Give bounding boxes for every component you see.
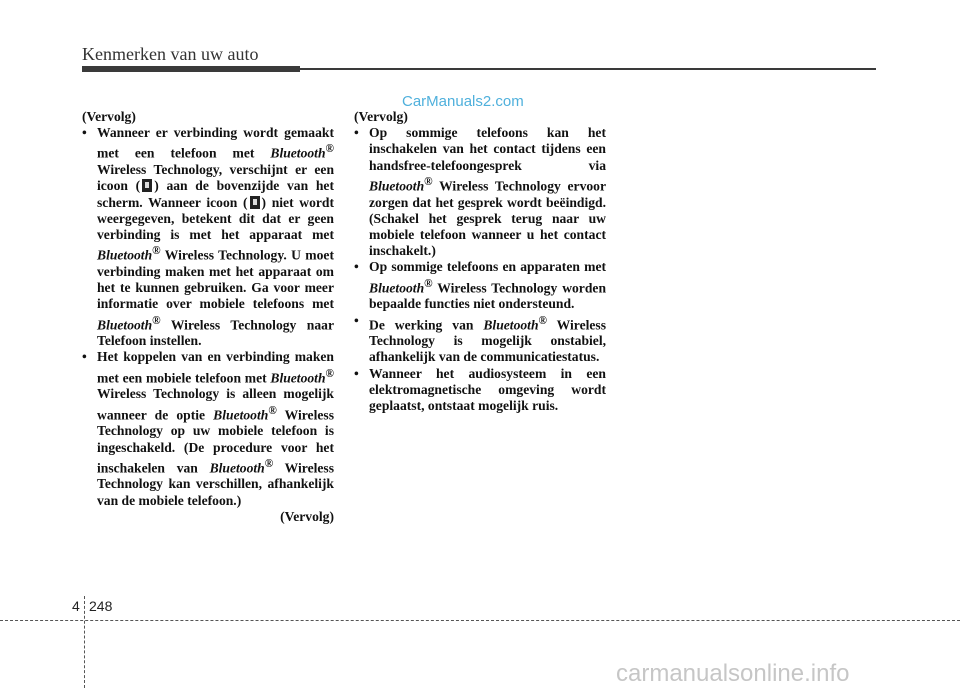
watermark-link[interactable]: CarManuals2.com	[402, 93, 524, 110]
left-column	[82, 109, 334, 525]
text: Op sommige telefoons en apparaten met	[369, 259, 606, 275]
text: Op sommige telefoons kan het inschakelen van het contact tijdens een handsfree-telefoongesprek via	[369, 125, 606, 173]
text: Wireless Technology is mogelijk onstabiel, afhankelijk van de communicatiestatus.	[369, 317, 606, 365]
chapter-title: Kenmerken van uw auto	[82, 44, 259, 64]
bluetooth-term: Bluetooth	[369, 280, 425, 296]
text: Wireless Technology naar Telefoon instellen.	[97, 317, 334, 349]
list-item	[354, 125, 606, 259]
registered-mark: ®	[424, 277, 433, 290]
text: Wireless Technology kan verschillen, afhankelijk van de mobiele telefoon.)	[97, 460, 334, 508]
bullet-list	[354, 125, 606, 414]
bluetooth-term: Bluetooth	[209, 460, 265, 476]
footer-rule	[0, 620, 960, 621]
bullet-glyph: •	[82, 349, 87, 365]
bluetooth-term: Bluetooth	[369, 178, 425, 194]
bluetooth-term: Bluetooth	[97, 247, 153, 263]
bullet-glyph: •	[354, 259, 359, 275]
bluetooth-term: Bluetooth	[483, 317, 539, 333]
text: Wireless Technology. U moet verbinding maken met het apparaat om het te kunnen gebruiken. Ga voor meer informatie over mobiele telefoons met	[97, 247, 334, 312]
text: Wanneer het audiosysteem in een elektromagnetische omgeving wordt geplaatst, ontstaat mogelijk ruis.	[369, 365, 606, 414]
header-bar-thick	[82, 66, 300, 72]
registered-mark: ®	[325, 367, 334, 380]
phone-connected-icon	[250, 196, 260, 209]
text: De werking van	[369, 317, 484, 333]
text: Wireless Technology is alleen mogelijk wanneer de optie	[97, 386, 334, 423]
registered-mark: ®	[424, 175, 433, 188]
text: Wanneer er verbinding wordt gemaakt met een telefoon met	[97, 125, 334, 161]
text: Wireless Technology ervoor zorgen dat het gesprek wordt beëindigd. (Schakel het gesprek terug naar uw mobiele telefoon wanneer u het contact inschakelt.)	[369, 178, 606, 259]
header-rule	[300, 68, 876, 70]
continued-label: (Vervolg)	[354, 109, 408, 124]
registered-mark: ®	[268, 404, 277, 417]
bullet-glyph: •	[354, 312, 359, 328]
text: ) aan de bovenzijde van het scherm. Wanneer icoon (	[97, 178, 334, 210]
right-column	[354, 109, 606, 414]
registered-mark: ®	[152, 245, 161, 258]
watermark-footer[interactable]: carmanualsonline.info	[616, 660, 850, 687]
bullet-glyph: •	[82, 125, 87, 141]
text: Wireless Technology, verschijnt er een icoon (	[97, 162, 334, 194]
registered-mark: ®	[264, 457, 274, 470]
phone-connected-icon	[142, 179, 152, 192]
bluetooth-term: Bluetooth	[97, 317, 153, 333]
text: Het koppelen van en verbinding maken met een mobiele telefoon met	[97, 349, 334, 386]
list-item	[354, 366, 606, 415]
registered-mark: ®	[152, 314, 161, 327]
registered-mark: ®	[538, 314, 547, 327]
page-number: 248	[89, 598, 113, 614]
text: Wireless Technology op uw mobiele telefoon is ingeschakeld. (De procedure voor het inschakelen van	[97, 407, 334, 476]
continued-label: (Vervolg)	[280, 508, 334, 524]
chapter-number: 4	[72, 598, 80, 614]
bluetooth-term: Bluetooth	[270, 145, 326, 161]
footer-vertical-rule	[84, 596, 85, 688]
text: Wireless Technology worden bepaalde functies niet ondersteund.	[369, 280, 606, 312]
text: ) niet wordt weergegeven, betekent dit dat er geen verbinding is met het apparaat met	[97, 194, 334, 242]
bullet-list	[82, 125, 334, 509]
bullet-glyph: •	[354, 125, 359, 141]
list-item	[354, 313, 606, 366]
continued-label: (Vervolg)	[82, 109, 136, 124]
list-item	[82, 349, 334, 508]
list-item	[354, 259, 606, 312]
bluetooth-term: Bluetooth	[270, 370, 326, 386]
list-item	[82, 125, 334, 349]
bullet-glyph: •	[354, 365, 359, 381]
bluetooth-term: Bluetooth	[213, 407, 269, 423]
registered-mark: ®	[325, 143, 334, 156]
